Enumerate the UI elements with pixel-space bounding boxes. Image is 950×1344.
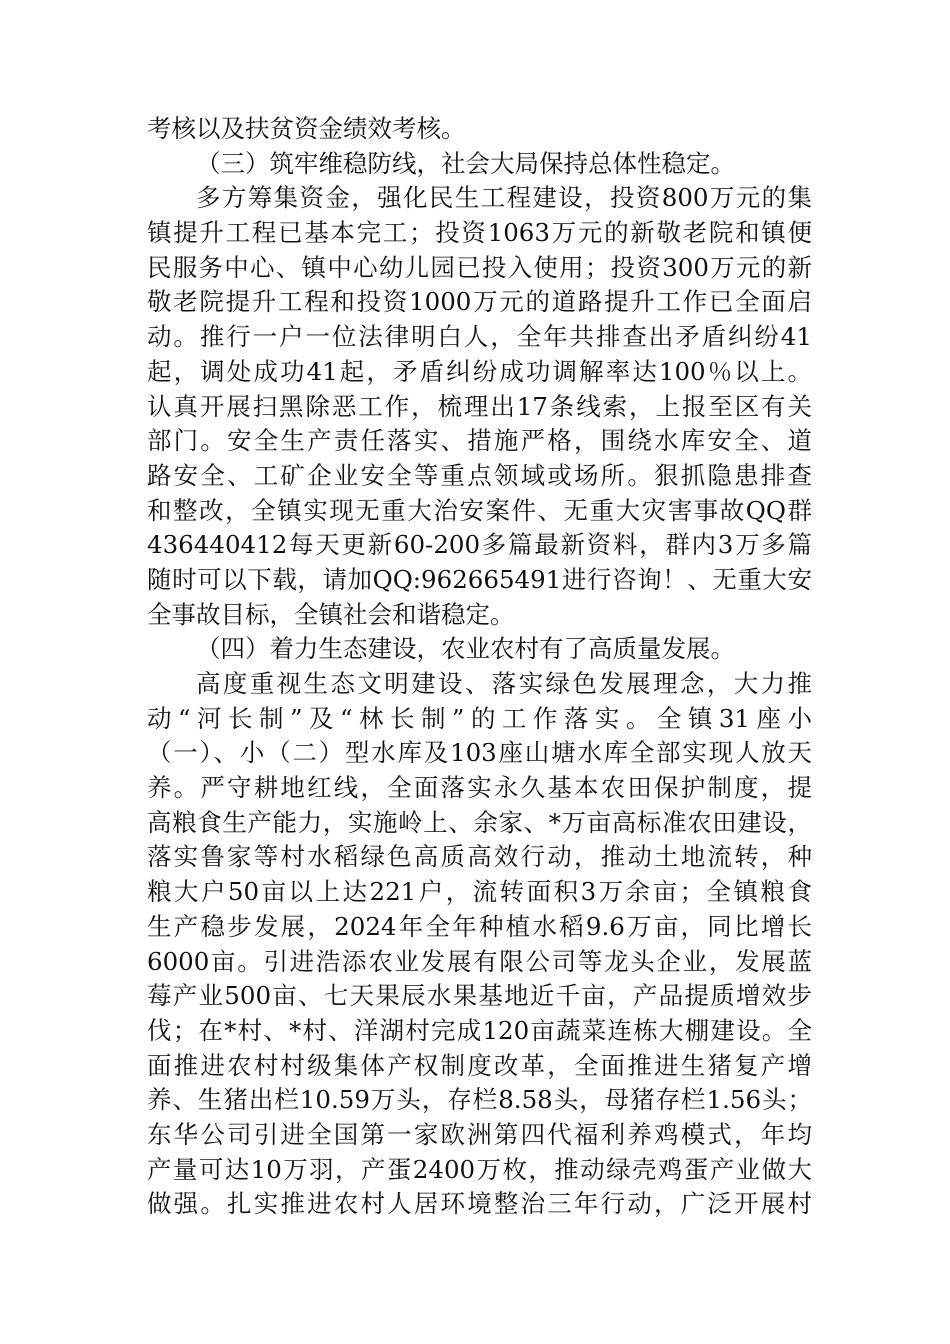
section-heading: （四）着力生态建设，农业农村有了高质量发展。	[196, 634, 735, 664]
document-body	[147, 112, 812, 1222]
paragraph-line: 部门。安全生产责任落实、措施严格，围绕水库安全、道	[147, 426, 812, 456]
paragraph-line: 多方筹集资金，强化民生工程建设，投资800万元的集	[196, 183, 812, 213]
paragraph-line: 认真开展扫黑除恶工作，梳理出17条线索，上报至区有关	[147, 391, 812, 421]
paragraph-line: 产量可达10万羽，产蛋2400万枚，推动绿壳鸡蛋产业做大	[147, 1154, 812, 1184]
paragraph-line: 养、生猪出栏10.59万头，存栏8.58头，母猪存栏1.56头；	[147, 1085, 812, 1115]
paragraph-line: 高粮食生产能力，实施岭上、余家、*万亩高标准农田建设，	[147, 807, 812, 837]
paragraph-line: 动“河长制”及“林长制”的工作落实。全镇31座小	[147, 703, 812, 733]
paragraph-line: 436440412每天更新60-200多篇最新资料，群内3万多篇	[147, 530, 812, 560]
paragraph-line: 生产稳步发展，2024年全年种植水稻9.6万亩，同比增长	[147, 911, 812, 941]
paragraph-line: 民服务中心、镇中心幼儿园已投入使用；投资300万元的新	[147, 252, 812, 282]
paragraph-line: 镇提升工程已基本完工；投资1063万元的新敬老院和镇便	[147, 218, 812, 248]
paragraph-line: 随时可以下载，请加QQ:962665491进行咨询！、无重大安	[147, 564, 812, 594]
paragraph-line: 和整改，全镇实现无重大治安案件、无重大灾害事故QQ群	[147, 495, 812, 525]
paragraph-line: 伐；在*村、*村、洋湖村完成120亩蔬菜连栋大棚建设。全	[147, 1015, 812, 1045]
paragraph-line: （一）、小（二）型水库及103座山塘水库全部实现人放天	[147, 738, 812, 768]
paragraph-line: 路安全、工矿企业安全等重点领域或场所。狠抓隐患排查	[147, 460, 812, 490]
paragraph-line: 养。严守耕地红线，全面落实永久基本农田保护制度，提	[147, 773, 812, 803]
paragraph-line: 莓产业500亩、七天果辰水果基地近千亩，产品提质增效步	[147, 981, 812, 1011]
paragraph-line: 考核以及扶贫资金绩效考核。	[147, 114, 466, 143]
paragraph-line: 动。推行一户一位法律明白人，全年共排查出矛盾纠纷41	[147, 322, 812, 352]
paragraph-line: 做强。扎实推进农村人居环境整治三年行动，广泛开展村	[147, 1189, 812, 1219]
section-heading: （三）筑牢维稳防线，社会大局保持总体性稳定。	[196, 148, 735, 178]
paragraph-line: 6000亩。引进浩添农业发展有限公司等龙头企业，发展蓝	[147, 946, 812, 976]
paragraph-line: 全事故目标，全镇社会和谐稳定。	[147, 599, 515, 629]
paragraph-line: 高度重视生态文明建设、落实绿色发展理念，大力推	[196, 669, 812, 698]
paragraph-line: 东华公司引进全国第一家欧洲第四代福利养鸡模式，年均	[147, 1119, 812, 1149]
paragraph-line: 粮大户50亩以上达221户，流转面积3万余亩；全镇粮食	[147, 877, 812, 907]
paragraph-line: 敬老院提升工程和投资1000万元的道路提升工作已全面启	[147, 287, 812, 317]
paragraph-line: 起，调处成功41起，矛盾纠纷成功调解率达100％以上。	[147, 356, 812, 386]
paragraph-line: 面推进农村村级集体产权制度改革，全面推进生猪复产增	[147, 1050, 812, 1080]
paragraph-line: 落实鲁家等村水稻绿色高质高效行动，推动土地流转，种	[147, 842, 812, 872]
